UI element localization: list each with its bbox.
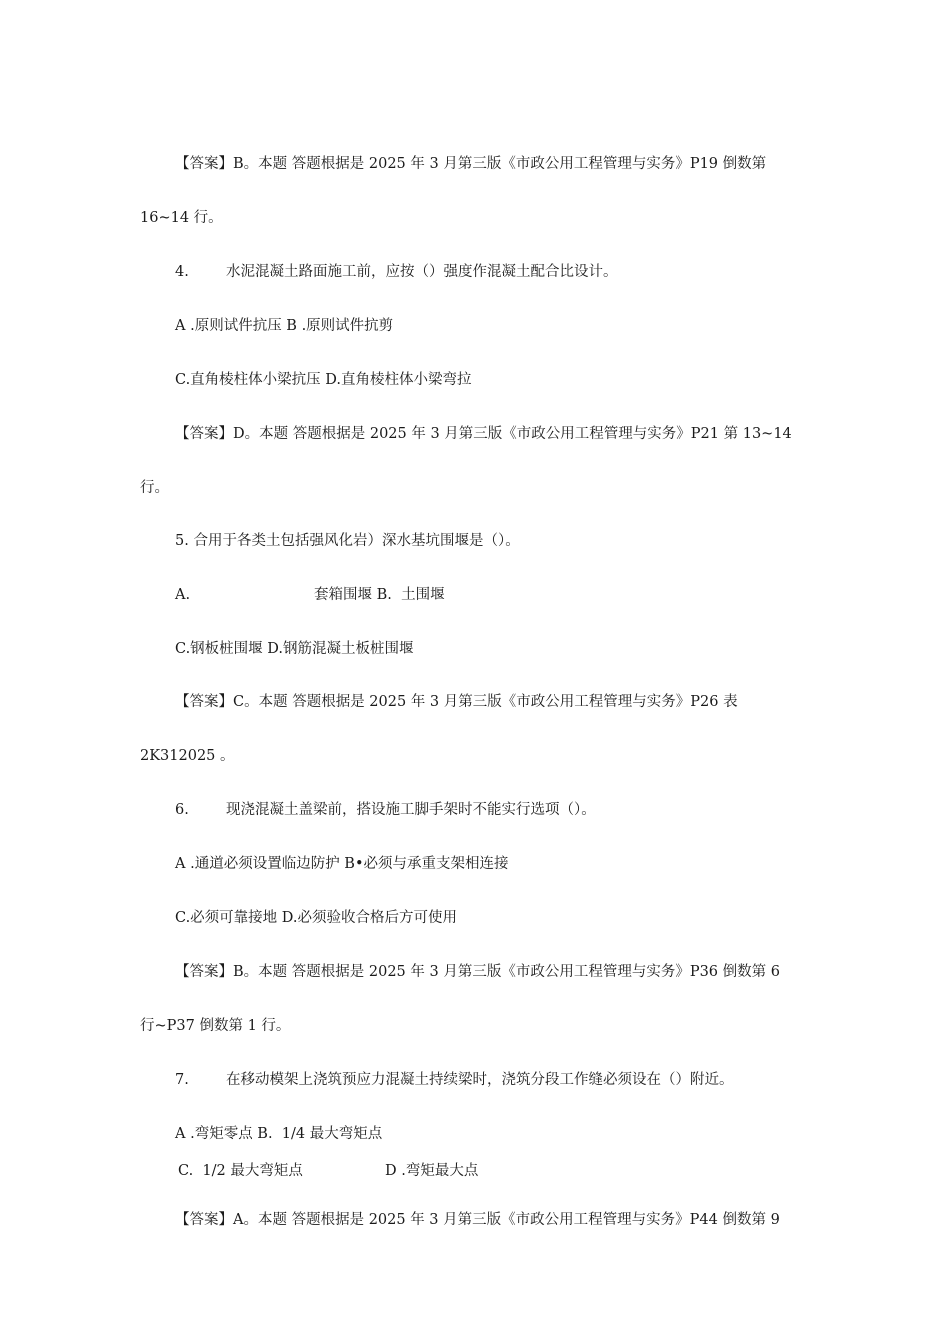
q5-option-a-text: 套箱围堰 B. 土围堰	[314, 587, 445, 603]
q7-answer-line1: 【答案】A。本题 答题根据是 2025 年 3 月第三版《市政公用工程管理与实务》P44 倒数第 9	[175, 1212, 780, 1228]
q6-options-line2: C.必须可靠接地 D.必须验收合格后方可使用	[175, 910, 458, 926]
q6-stem: 现浇混凝土盖梁前，搭设施工脚手架时不能实行选项（）。	[226, 802, 596, 818]
q7-options-line1: A .弯矩零点 B. 1/4 最大弯矩点	[175, 1126, 383, 1142]
q7-option-c: C. 1/2 最大弯矩点	[178, 1163, 303, 1179]
q5-answer-line2: 2K312025 。	[140, 748, 235, 764]
q6-answer-line1: 【答案】B。本题 答题根据是 2025 年 3 月第三版《市政公用工程管理与实务》P36 倒数第 6	[175, 964, 780, 980]
q5-option-a-label: A.	[175, 587, 191, 603]
q7-stem: 在移动模架上浇筑预应力混凝土持续梁时，浇筑分段工作缝必须设在（）附近。	[226, 1072, 734, 1088]
q6-options-line1: A .通道必须设置临边防护 B•必须与承重支架相连接	[175, 856, 509, 872]
q4-number: 4.	[175, 264, 189, 280]
q3-answer-line2: 16~14 行。	[140, 210, 223, 226]
q3-answer-line1: 【答案】B。本题 答题根据是 2025 年 3 月第三版《市政公用工程管理与实务》P19 倒数第	[175, 156, 767, 172]
q4-answer-line1: 【答案】D。本题 答题根据是 2025 年 3 月第三版《市政公用工程管理与实务》P21 第 13~14	[175, 426, 792, 442]
q4-options-line2: C.直角棱柱体小梁抗压 D.直角棱柱体小梁弯拉	[175, 372, 472, 388]
q7-number: 7.	[175, 1072, 189, 1088]
q5-options-line2: C.钢板桩围堰 D.钢筋混凝土板桩围堰	[175, 641, 414, 657]
q4-answer-line2: 行。	[140, 480, 169, 496]
q4-options-line1: A .原则试件抗压 B .原则试件抗剪	[175, 318, 394, 334]
q7-option-d: D .弯矩最大点	[385, 1163, 479, 1179]
q4-stem: 水泥混凝土路面施工前，应按（）强度作混凝土配合比设计。	[226, 264, 618, 280]
q6-answer-line2: 行~P37 倒数第 1 行。	[140, 1018, 291, 1034]
q5-answer-line1: 【答案】C。本题 答题根据是 2025 年 3 月第三版《市政公用工程管理与实务》P26 表	[175, 694, 738, 710]
q5-stem: 5. 合用于各类土包括强风化岩）深水基坑围堰是（）。	[175, 533, 520, 549]
q6-number: 6.	[175, 802, 189, 818]
